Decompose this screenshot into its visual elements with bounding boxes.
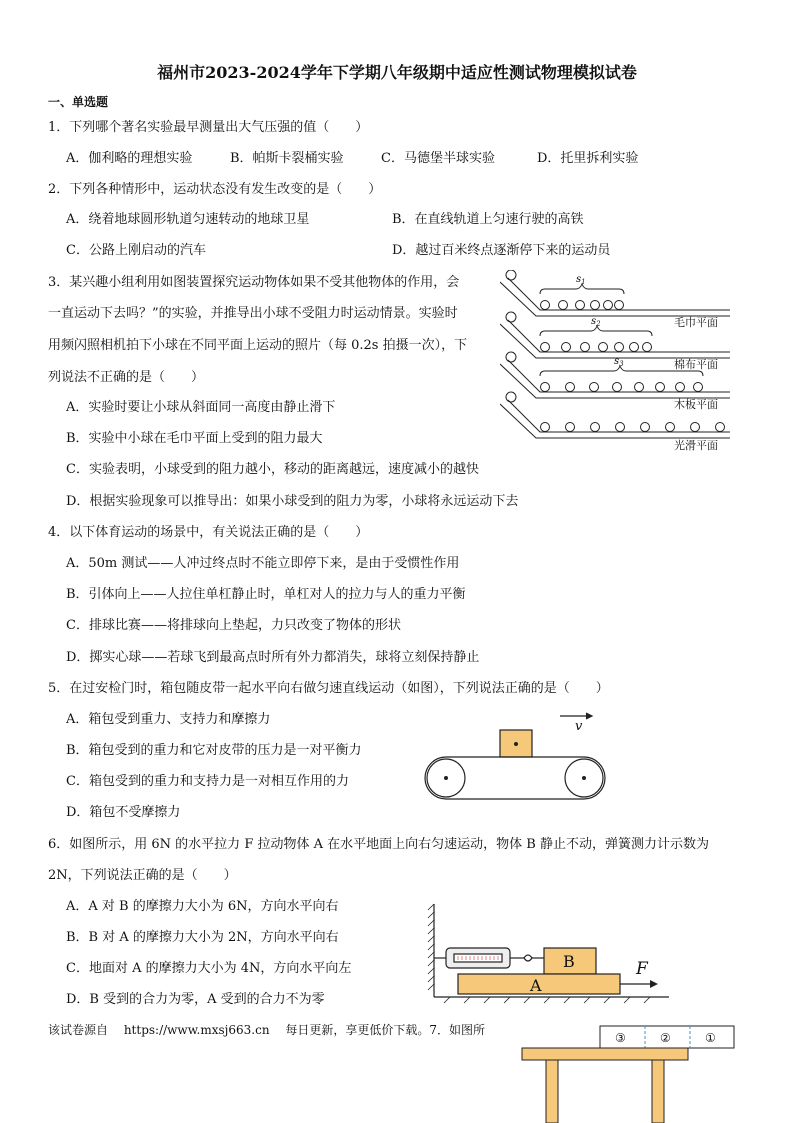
q2-option-c: C．公路上刚启动的汽车: [66, 243, 206, 258]
surface-smooth-label: 光滑平面: [674, 439, 718, 452]
s1-sub: 1: [581, 278, 586, 286]
block-b-label: B: [563, 952, 575, 971]
q7-figure-table: [520, 1022, 740, 1123]
q4-stem: 4．以下体育运动的场景中，有关说法正确的是（ ）: [48, 525, 369, 540]
s1-label: s: [576, 274, 582, 285]
q4-option-d: D．掷实心球——若球飞到最高点时所有外力都消失，球将立刻保持静止: [66, 650, 480, 665]
region-2-label: ②: [660, 1031, 671, 1045]
q4-option-b: B．引体向上——人拉住单杠静止时，单杠对人的拉力与人的重力平衡: [66, 587, 466, 602]
force-f-label: F: [636, 959, 648, 979]
region-3-label: ③: [615, 1031, 626, 1045]
q1-option-c: C．马德堡半球实验: [381, 151, 495, 166]
q5-option-d: D．箱包不受摩擦力: [66, 805, 181, 820]
page-title: 福州市2023-2024学年下学期八年级期中适应性测试物理模拟试卷: [157, 63, 637, 82]
q1-stem: 1．下列哪个著名实验最早测量出大气压强的值（ ）: [48, 120, 369, 135]
q6-option-d: D．B 受到的合力为零，A 受到的合力不为零: [66, 992, 325, 1007]
q6-option-b: B．B 对 A 的摩擦力大小为 2N，方向水平向右: [66, 930, 339, 945]
q6-line2: 2N，下列说法正确的是（ ）: [48, 868, 237, 883]
q3-option-c: C．实验表明，小球受到的阻力越小，移动的距离越远，速度减小的越快: [66, 462, 479, 477]
q2-stem: 2．下列各种情形中，运动状态没有发生改变的是（ ）: [48, 182, 382, 197]
velocity-label: v: [575, 719, 583, 734]
q5-stem: 5．在过安检门时，箱包随皮带一起水平向右做匀速直线运动（如图），下列说法正确的是（ ）: [48, 681, 609, 696]
s2-sub: 2: [596, 320, 601, 328]
s3-label: s: [614, 356, 620, 367]
q6-line1: 6．如图所示，用 6N 的水平拉力 F 拉动物体 A 在水平地面上向右匀速运动，物体 B 静止不动，弹簧测力计示数为: [48, 837, 709, 852]
q3-line4: 列说法不正确的是（ ）: [48, 370, 205, 385]
surface-towel-label: 毛巾平面: [674, 316, 718, 329]
q1-option-b: B．帕斯卡裂桶实验: [230, 151, 344, 166]
q5-option-b: B．箱包受到的重力和它对皮带的压力是一对平衡力: [66, 743, 362, 758]
q6-figure-blocks: [424, 902, 670, 1006]
source-footer: 该试卷源自 https://www.mxsj663.cn 每日更新，享更低价下载。7．如图所: [48, 1023, 486, 1037]
surface-cotton-label: 棉布平面: [674, 358, 718, 371]
q3-option-a: A．实验时要让小球从斜面同一高度由静止滑下: [66, 400, 336, 415]
s2-label: s: [591, 316, 597, 327]
q3-line3: 用频闪照相机拍下小球在不同平面上运动的照片（每 0.2s 拍摄一次），下: [48, 338, 468, 353]
q4-option-c: C．排球比赛——将排球向上垫起，力只改变了物体的形状: [66, 618, 401, 633]
q5-option-c: C．箱包受到的重力和支持力是一对相互作用的力: [66, 774, 349, 789]
s3-sub: 3: [619, 360, 624, 368]
q3-figure-inclines: [500, 270, 740, 456]
q5-option-a: A．箱包受到重力、支持力和摩擦力: [66, 712, 271, 727]
q2-option-d: D．越过百米终点逐渐停下来的运动员: [392, 243, 611, 258]
svg-text:s2: [591, 316, 601, 328]
q3-option-d: D．根据实验现象可以推导出：如果小球受到的阻力为零，小球将永远运动下去: [66, 494, 519, 509]
q6-option-c: C．地面对 A 的摩擦力大小为 4N，方向水平向左: [66, 961, 352, 976]
surface-wood-label: 木板平面: [674, 398, 718, 411]
q3-option-b: B．实验中小球在毛巾平面上受到的阻力最大: [66, 431, 323, 446]
q5-figure-conveyor: [420, 708, 610, 804]
block-a-label: A: [530, 976, 542, 995]
q3-line2: 一直运动下去吗？”的实验，并推导出小球不受阻力时运动情景。实验时: [48, 306, 458, 321]
q2-option-a: A．绕着地球圆形轨道匀速转动的地球卫星: [66, 212, 310, 227]
q4-option-a: A．50m 测试——人冲过终点时不能立即停下来，是由于受惯性作用: [66, 556, 460, 571]
section-heading: 一、单选题: [48, 95, 109, 109]
q6-option-a: A．A 对 B 的摩擦力大小为 6N，方向水平向右: [66, 899, 339, 914]
q1-option-a: A．伽利略的理想实验: [66, 151, 193, 166]
q3-line1: 3．某兴趣小组利用如图装置探究运动物体如果不受其他物体的作用，会: [48, 275, 460, 290]
q2-option-b: B．在直线轨道上匀速行驶的高铁: [392, 212, 584, 227]
svg-text:s1: [576, 274, 586, 286]
region-1-label: ①: [705, 1031, 716, 1045]
q1-option-d: D．托里拆利实验: [537, 151, 639, 166]
